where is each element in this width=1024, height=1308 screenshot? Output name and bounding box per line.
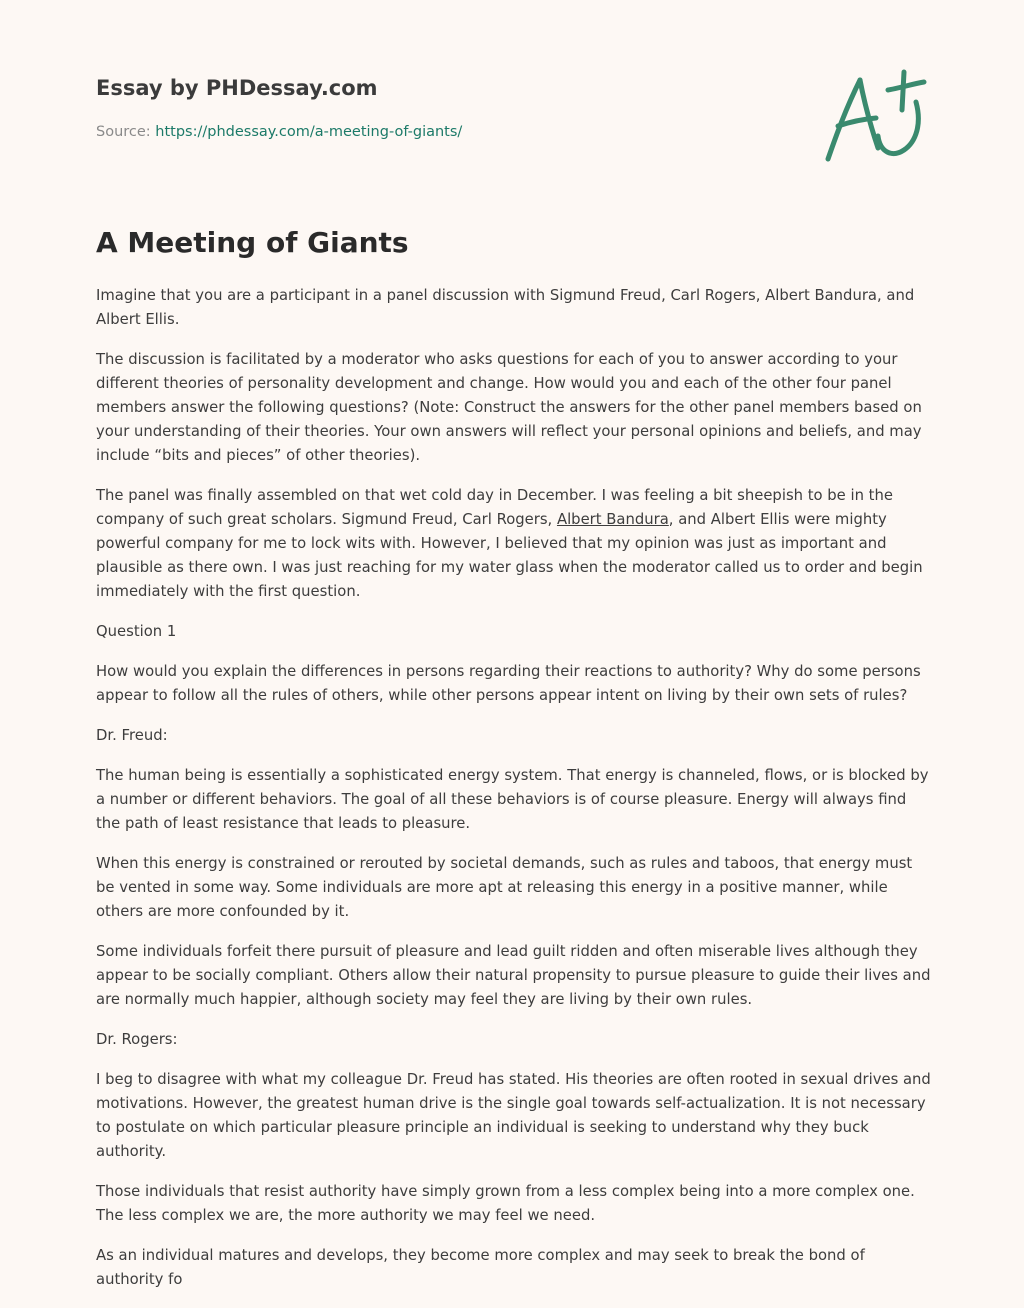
source-link[interactable]: https://phdessay.com/a-meeting-of-giants/ — [155, 124, 463, 140]
speaker-label-rogers: Dr. Rogers: — [96, 1031, 178, 1048]
source-line — [96, 124, 462, 140]
paragraph: Imagine that you are a participant in a panel discussion with Sigmund Freud, Carl Rogers, Albert Bandura, and Albert Ellis. — [96, 287, 915, 328]
paragraph: The discussion is facilitated by a moderator who asks questions for each of you to answer according to your different theories of personality development and change. How would you and each of the other four panel members answer the following questions? (Note: Construct the answers for the other panel members based on your understanding of their theories. Your own answers will reflect your personal opinions and beliefs, and may include “bits and pieces” of other theories). — [96, 351, 922, 464]
paragraph-text: The panel was finally assembled on that wet cold day in December. I was feeling a bit sheepish to be in the company of such great scholars. Sigmund Freud, Carl Rogers, — [96, 487, 893, 528]
speaker-label-freud: Dr. Freud: — [96, 727, 168, 744]
paragraph: Those individuals that resist authority have simply grown from a less complex being into a more complex one. The less complex we are, the more authority we may feel we need. — [96, 1183, 915, 1224]
essay-body — [96, 284, 932, 1308]
paragraph: When this energy is constrained or rerouted by societal demands, such as rules and taboos, that energy must be vented in some way. Some individuals are more apt at releasing this energy in a positive manner, while others are more confounded by it. — [96, 855, 913, 920]
albert-bandura-link[interactable]: Albert Bandura — [556, 511, 669, 528]
paragraph-text: , and Albert Ellis were mighty powerful company for me to lock wits with. However, I believed that my opinion was just as important and plausible as there own. I was just reaching for my water glass when the moderator called us to order and begin immediately with the first question. — [96, 511, 923, 600]
paragraph — [96, 484, 932, 604]
paragraph: How would you explain the differences in persons regarding their reactions to authority? Why do some persons appear to follow all the rules of others, while other persons appear intent on living by their own sets of rules? — [96, 663, 921, 704]
paragraph: As an individual matures and develops, they become more complex and may seek to break the bond of authority fo — [96, 1247, 865, 1288]
paragraph: I beg to disagree with what my colleague Dr. Freud has stated. His theories are often rooted in sexual drives and motivations. However, the greatest human drive is the single goal towards self-actualization. It is not necessary to postulate on which particular pleasure principle an individual is seeking to understand why they buck authority. — [96, 1071, 931, 1160]
paragraph: Some individuals forfeit there pursuit of pleasure and lead guilt ridden and often miserable lives although they appear to be socially compliant. Others allow their natural propensity to pursue pleasure to guide their lives and are normally much happier, although society may feel they are living by their own rules. — [96, 943, 931, 1008]
source-label: Source: — [96, 124, 156, 140]
site-title: Essay by PHDessay.com — [96, 76, 378, 100]
paragraph: The human being is essentially a sophisticated energy system. That energy is channeled, flows, or is blocked by a number or different behaviors. The goal of all these behaviors is of course pleasure. Energy will always find the path of least resistance that leads to pleasure. — [96, 767, 929, 832]
a-plus-grade-icon — [818, 66, 930, 166]
question-label: Question 1 — [96, 623, 177, 640]
essay-title: A Meeting of Giants — [96, 226, 409, 259]
